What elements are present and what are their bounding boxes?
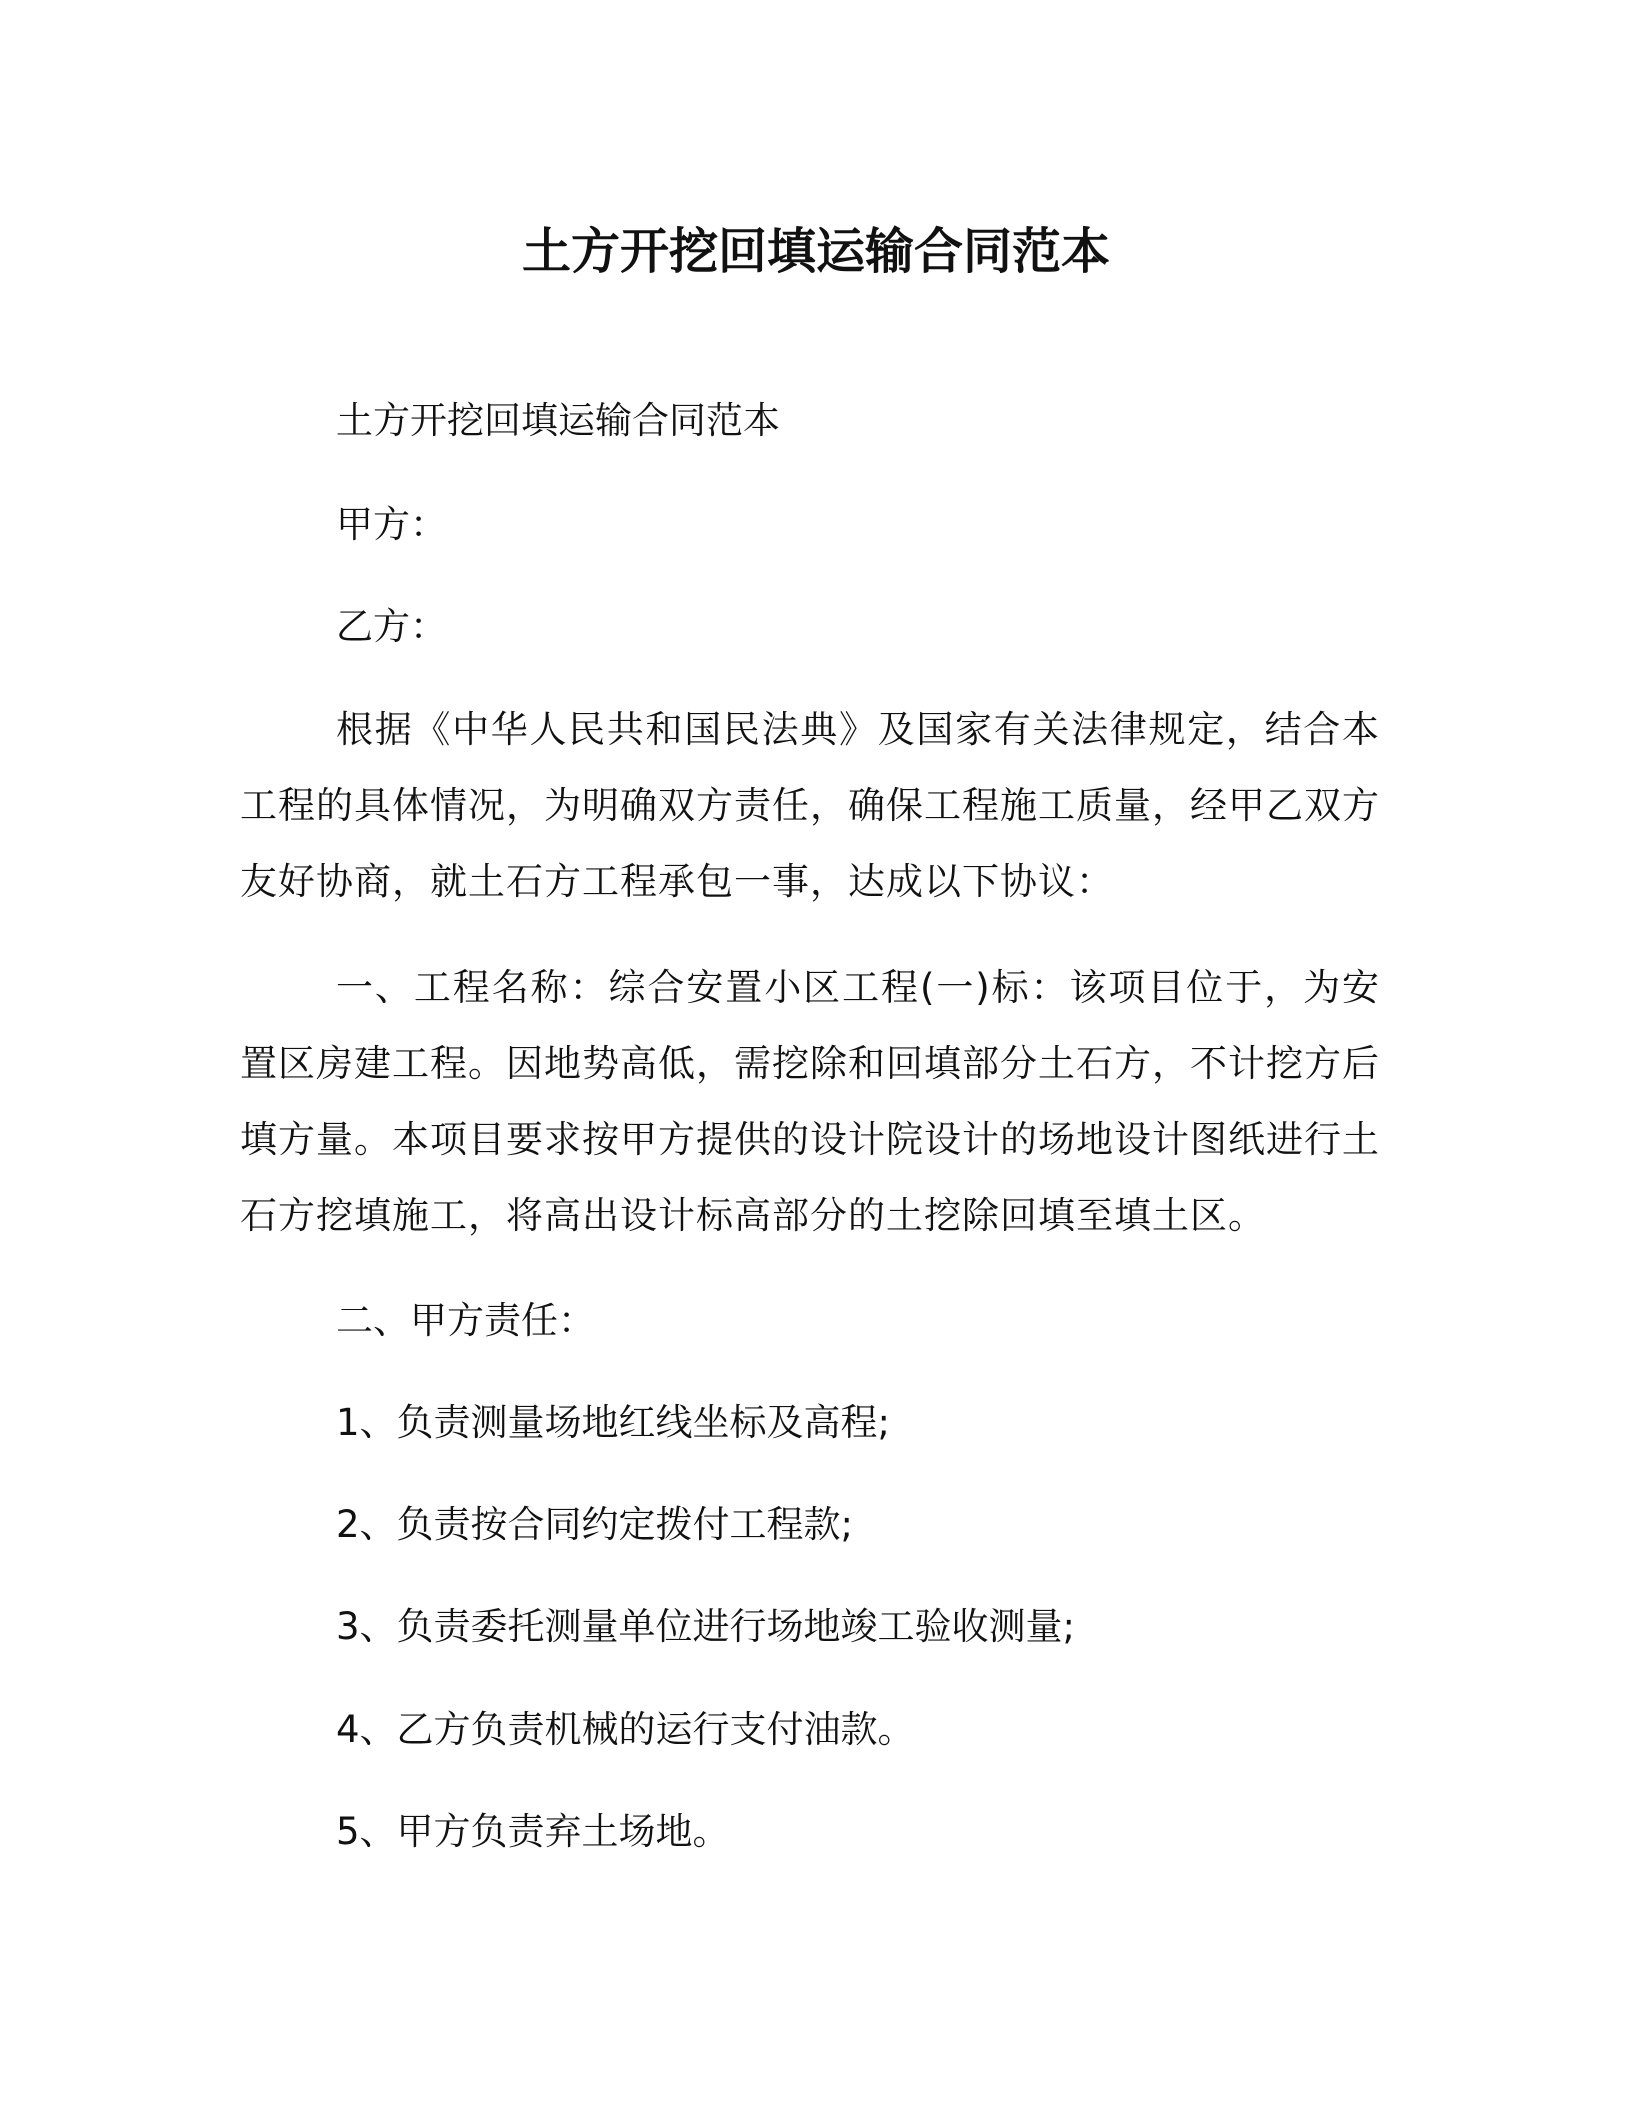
list-item: 1、负责测量场地红线坐标及高程; bbox=[336, 1401, 891, 1444]
document-subtitle: 土方开挖回填运输合同范本 bbox=[336, 399, 780, 442]
list-item: 2、负责按合同约定拨付工程款; bbox=[336, 1503, 854, 1546]
party-b-label: 乙方： bbox=[336, 605, 447, 648]
preamble-paragraph: 根据《中华人民共和国民法典》及国家有关法律规定，结合本工程的具体情况，为明确双方责任，确保工程施工质量，经甲乙双方友好协商，就土石方工程承包一事，达成以下协议： bbox=[240, 708, 1380, 903]
section-2-heading: 二、甲方责任： bbox=[336, 1299, 595, 1342]
list-item: 5、甲方负责弃土场地。 bbox=[336, 1810, 730, 1853]
document-title: 土方开挖回填运输合同范本 bbox=[521, 223, 1110, 280]
section-1-paragraph: 一、工程名称：综合安置小区工程(一)标：该项目位于，为安置区房建工程。因地势高低，需挖除和回填部分土石方，不计挖方后填方量。本项目要求按甲方提供的设计院设计的场地设计图纸进行土石方挖填施工，将高出设计标高部分的土挖除回填至填土区。 bbox=[240, 966, 1380, 1237]
list-item: 4、乙方负责机械的运行支付油款。 bbox=[336, 1708, 915, 1751]
party-a-label: 甲方： bbox=[336, 503, 447, 546]
list-item: 3、负责委托测量单位进行场地竣工验收测量; bbox=[336, 1605, 1076, 1648]
